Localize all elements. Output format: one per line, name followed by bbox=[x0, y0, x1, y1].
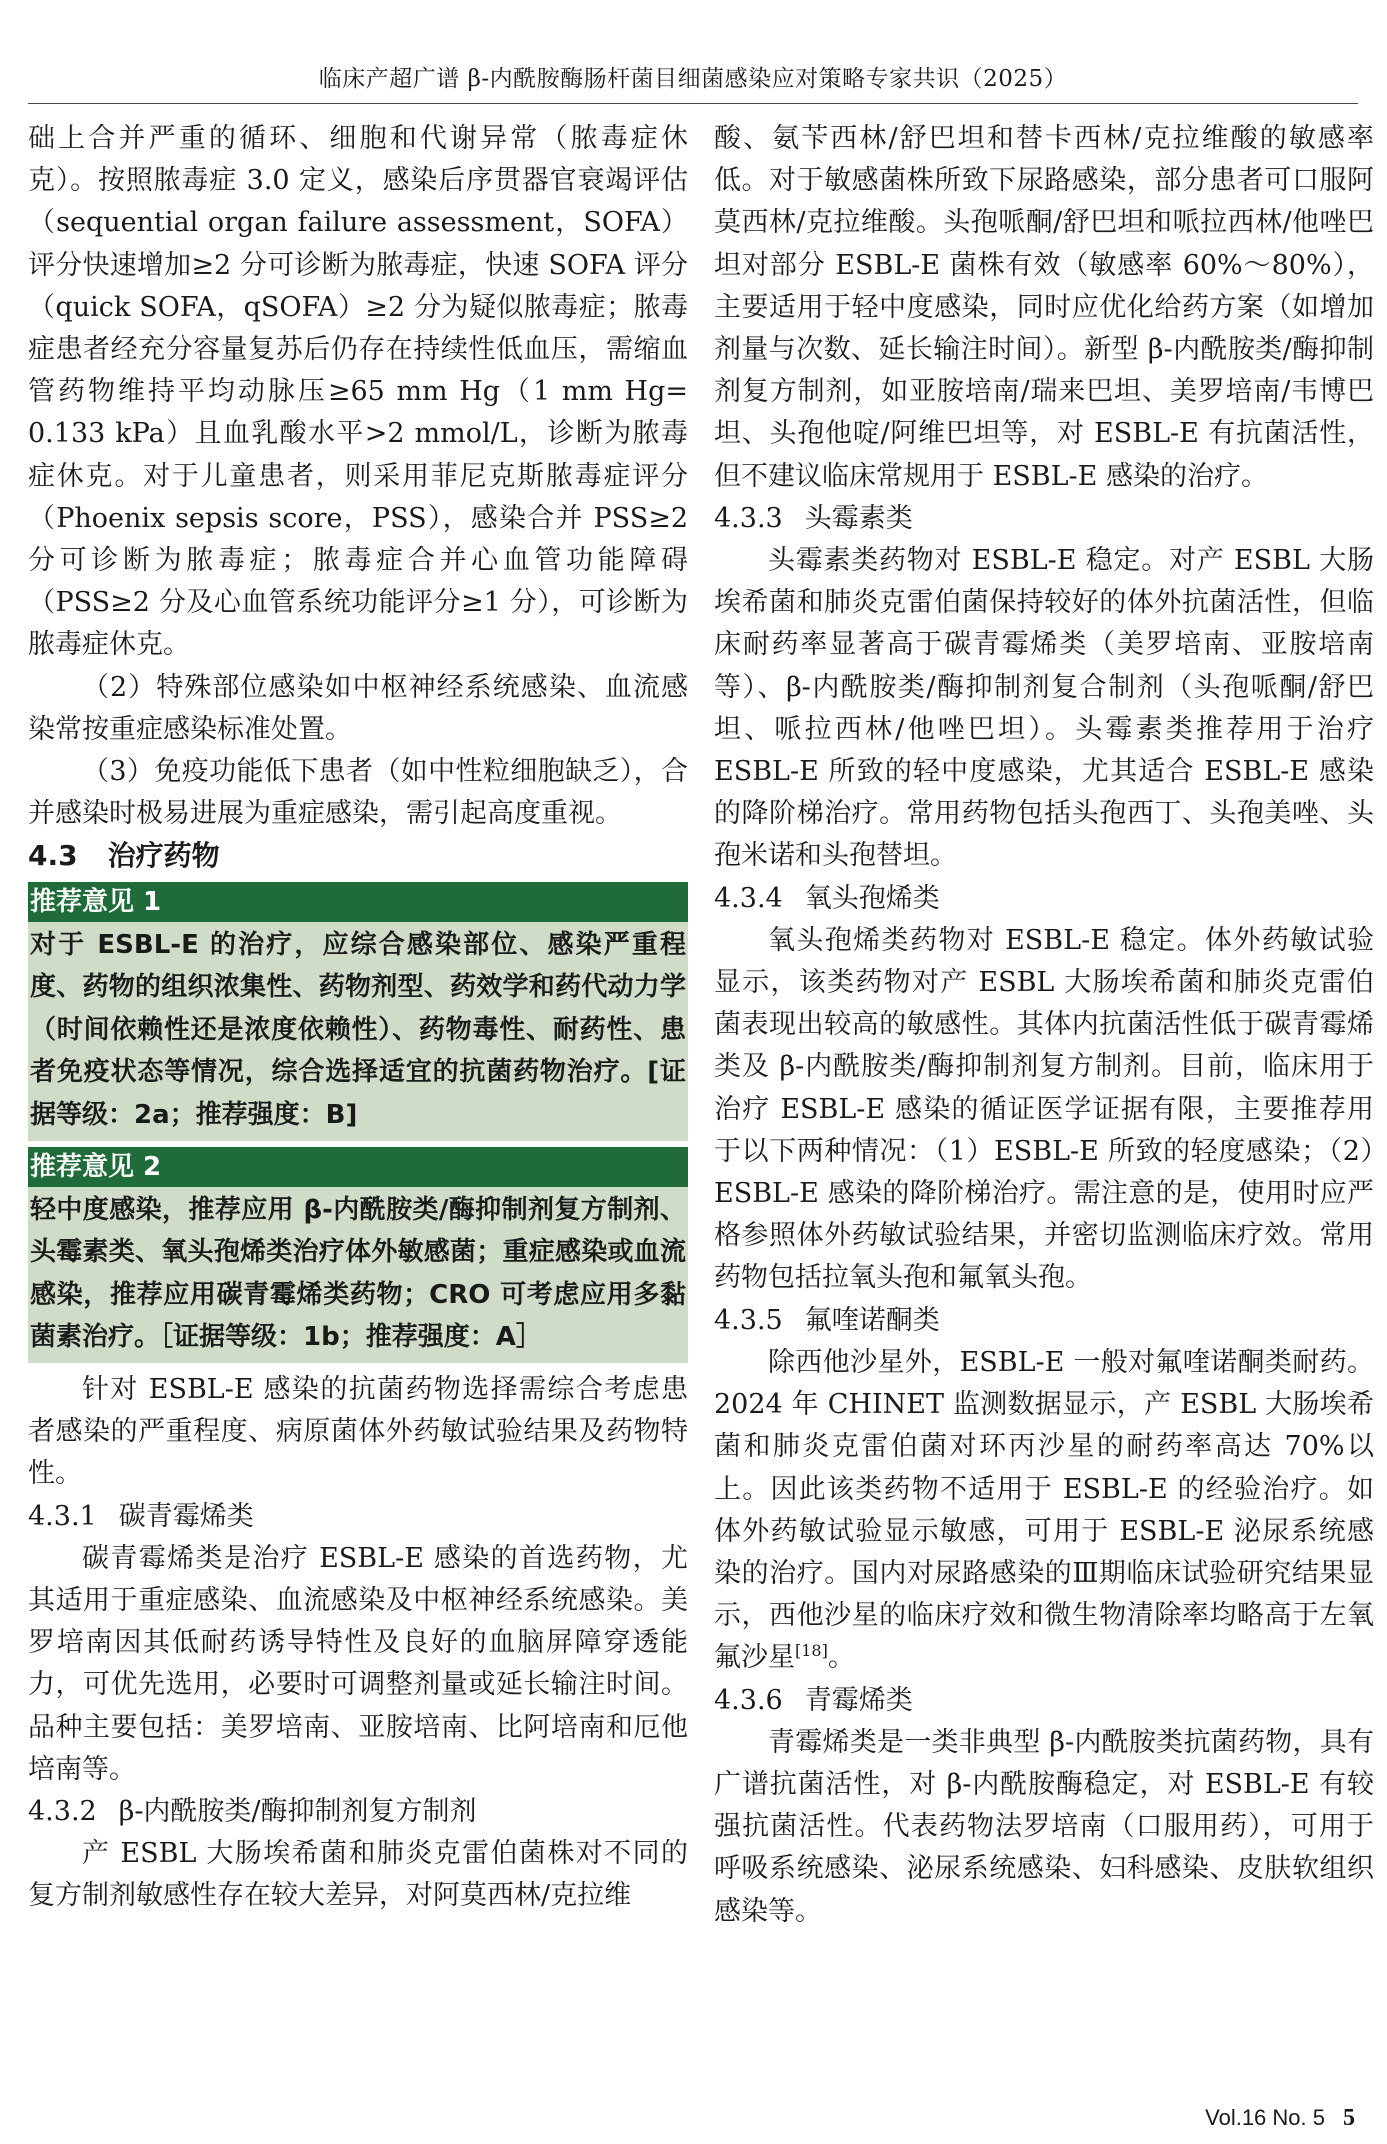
section-title: 治疗药物 bbox=[107, 839, 220, 873]
paragraph-special-site-infection: （2）特殊部位感染如中枢神经系统感染、血流感染常按重症感染标准处置。 bbox=[28, 671, 688, 745]
section-number: 4.3 bbox=[28, 839, 78, 873]
subsection-heading-4-3-5 bbox=[714, 1300, 1374, 1342]
citation-reference[interactable]: [18] bbox=[795, 1641, 828, 1661]
paragraph-text: 除西他沙星外，ESBL-E 一般对氟喹诺酮类耐药。2024 年 CHINET 监测数据显示，产 ESBL 大肠埃希菌和肺炎克雷伯菌对环丙沙星的耐药率高达 70%以上。因此该类药物不适用于 ESBL-E 的经验治疗。如体外药敏试验显示敏感，可用于 ESBL-E 泌尿系统感染的治疗。国内对尿路感染的Ⅲ期临床试验研究结果显示，西他沙星的临床疗效和微生物清除率均略高于左氧氟沙星 bbox=[714, 1346, 1374, 1674]
running-header: 临床产超广谱 β-内酰胺酶肠杆菌目细菌感染应对策略专家共识（2025） bbox=[318, 66, 1068, 92]
left-column bbox=[28, 118, 688, 1918]
subsection-title: 氟喹诺酮类 bbox=[804, 1304, 940, 1336]
paragraph-bli-combinations-continued: 酸、氨苄西林/舒巴坦和替卡西林/克拉维酸的敏感率低。对于敏感菌株所致下尿路感染，部分患者可口服阿莫西林/克拉维酸。头孢哌酮/舒巴坦和哌拉西林/他唑巴坦对部分 ESBL-E 菌株有效（敏感率 60%～80%），主要适用于轻中度感染，同时应优化给药方案（如增加剂量与次数、延长输注时间）。新型 β-内酰胺类/酶抑制剂复方制剂，如亚胺培南/瑞来巴坦、美罗培南/韦博巴坦、头孢他啶/阿维巴坦等，对 ESBL-E 有抗菌活性，但不建议临床常规用于 ESBL-E 感染的治疗。 bbox=[714, 123, 1374, 492]
recommendation-title-2: 推荐意见 2 bbox=[28, 1147, 688, 1187]
paragraph-oxacephems: 氧头孢烯类药物对 ESBL-E 稳定。体外药敏试验显示，该类药物对产 ESBL 大肠埃希菌和肺炎克雷伯菌表现出较高的敏感性。其体内抗菌活性低于碳青霉烯类及 β-内酰胺类/酶抑制剂复方制剂。目前，临床用于治疗 ESBL-E 感染的循证医学证据有限，主要推荐用于以下两种情况：（1）ESBL-E 所致的轻度感染；（2）ESBL-E 感染的降阶梯治疗。需注意的是，使用时应严格参照体外药敏试验结果，并密切监测临床疗效。常用药物包括拉氧头孢和氟氧头孢。 bbox=[714, 924, 1374, 1294]
subsection-number: 4.3.4 bbox=[714, 882, 783, 914]
subsection-title: β-内酰胺类/酶抑制剂复方制剂 bbox=[118, 1796, 477, 1828]
paragraph-sepsis-definition: 础上合并严重的循环、细胞和代谢异常（脓毒症休克）。按照脓毒症 3.0 定义，感染后序贯器官衰竭评估（sequential organ failure assessment，SOFA）评分快速增加≥2 分可诊断为脓毒症，快速 SOFA 评分（quick SOFA，qSOFA）≥2 分为疑似脓毒症；脓毒症患者经充分容量复苏后仍存在持续性低血压，需缩血管药物维持平均动脉压≥65 mm Hg（1 mm Hg= 0.133 kPa）且血乳酸水平>2 mmol/L，诊断为脓毒症休克。对于儿童患者，则采用菲尼克斯脓毒症评分（Phoenix sepsis score，PSS），感染合并 PSS≥2 分可诊断为脓毒症；脓毒症合并心血管功能障碍（PSS≥2 分及心血管系统功能评分≥1 分），可诊断为脓毒症休克。 bbox=[28, 123, 688, 661]
subsection-title: 青霉烯类 bbox=[804, 1684, 913, 1716]
recommendation-body-1: 对于 ESBL-E 的治疗，应综合感染部位、感染严重程度、药物的组织浓集性、药物剂型、药效学和药代动力学（时间依赖性还是浓度依赖性）、药物毒性、耐药性、患者免疫状态等情况，综合选择适宜的抗菌药物治疗。[证据等级：2a；推荐强度：B] bbox=[28, 922, 688, 1141]
subsection-number: 4.3.6 bbox=[714, 1684, 783, 1716]
section-heading-4-3 bbox=[28, 835, 688, 877]
subsection-number: 4.3.3 bbox=[714, 502, 783, 534]
journal-volume: Vol.16 No. 5 bbox=[1205, 2105, 1325, 2130]
header-rule bbox=[28, 103, 1358, 104]
subsection-number: 4.3.1 bbox=[28, 1500, 97, 1532]
right-column bbox=[714, 118, 1374, 1933]
subsection-title: 头霉素类 bbox=[804, 502, 913, 534]
paragraph-cephamycins: 头霉素类药物对 ESBL-E 稳定。对产 ESBL 大肠埃希菌和肺炎克雷伯菌保持较好的体外抗菌活性，但临床耐药率显著高于碳青霉烯类（美罗培南、亚胺培南等）、β-内酰胺类/酶抑制剂复合制剂（头孢哌酮/舒巴坦、哌拉西林/他唑巴坦）。头霉素类推荐用于治疗 ESBL-E 所致的轻中度感染，尤其适合 ESBL-E 感染的降阶梯治疗。常用药物包括头孢西丁、头孢美唑、头孢米诺和头孢替坦。 bbox=[714, 545, 1374, 872]
paragraph-bli-combinations-start: 产 ESBL 大肠埃希菌和肺炎克雷伯菌株对不同的复方制剂敏感性存在较大差异，对阿莫西林/克拉维 bbox=[28, 1838, 688, 1912]
recommendation-title-1: 推荐意见 1 bbox=[28, 882, 688, 922]
subsection-heading-4-3-1 bbox=[28, 1496, 688, 1538]
subsection-heading-4-3-3 bbox=[714, 498, 1374, 540]
subsection-heading-4-3-4 bbox=[714, 878, 1374, 920]
subsection-heading-4-3-2 bbox=[28, 1791, 688, 1833]
recommendation-body-2: 轻中度感染，推荐应用 β-内酰胺类/酶抑制剂复方制剂、头霉素类、氧头孢烯类治疗体外敏感菌；重症感染或血流感染，推荐应用碳青霉烯类药物；CRO 可考虑应用多黏菌素治疗。［证据等级：1b；推荐强度：A］ bbox=[28, 1187, 688, 1363]
subsection-number: 4.3.2 bbox=[28, 1796, 97, 1828]
page-number: 5 bbox=[1343, 2105, 1355, 2131]
page-footer bbox=[1205, 2105, 1355, 2132]
recommendation-box-1 bbox=[28, 882, 688, 1141]
paragraph-penems: 青霉烯类是一类非典型 β-内酰胺类抗菌药物，具有广谱抗菌活性，对 β-内酰胺酶稳定，对 ESBL-E 有较强抗菌活性。代表药物法罗培南（口服用药），可用于呼吸系统感染、泌尿系统感染、妇科感染、皮肤软组织感染等。 bbox=[714, 1726, 1374, 1927]
recommendation-box-2 bbox=[28, 1147, 688, 1363]
subsection-number: 4.3.5 bbox=[714, 1304, 783, 1336]
paragraph-carbapenems: 碳青霉烯类是治疗 ESBL-E 感染的首选药物，尤其适用于重症感染、血流感染及中枢神经系统感染。美罗培南因其低耐药诱导特性及良好的血脑屏障穿透能力，可优先选用，必要时可调整剂量或延长输注时间。品种主要包括：美罗培南、亚胺培南、比阿培南和厄他培南等。 bbox=[28, 1542, 688, 1785]
paragraph-fluoroquinolones bbox=[714, 1342, 1374, 1680]
paragraph-immunocompromised: （3）免疫功能低下患者（如中性粒细胞缺乏），合并感染时极易进展为重症感染，需引起高度重视。 bbox=[28, 756, 688, 830]
subsection-heading-4-3-6 bbox=[714, 1680, 1374, 1722]
paragraph-text-end: 。 bbox=[827, 1642, 855, 1674]
paragraph-drug-selection: 针对 ESBL-E 感染的抗菌药物选择需综合考虑患者感染的严重程度、病原菌体外药敏试验结果及药物特性。 bbox=[28, 1374, 688, 1490]
subsection-title: 碳青霉烯类 bbox=[118, 1500, 254, 1532]
subsection-title: 氧头孢烯类 bbox=[804, 882, 940, 914]
